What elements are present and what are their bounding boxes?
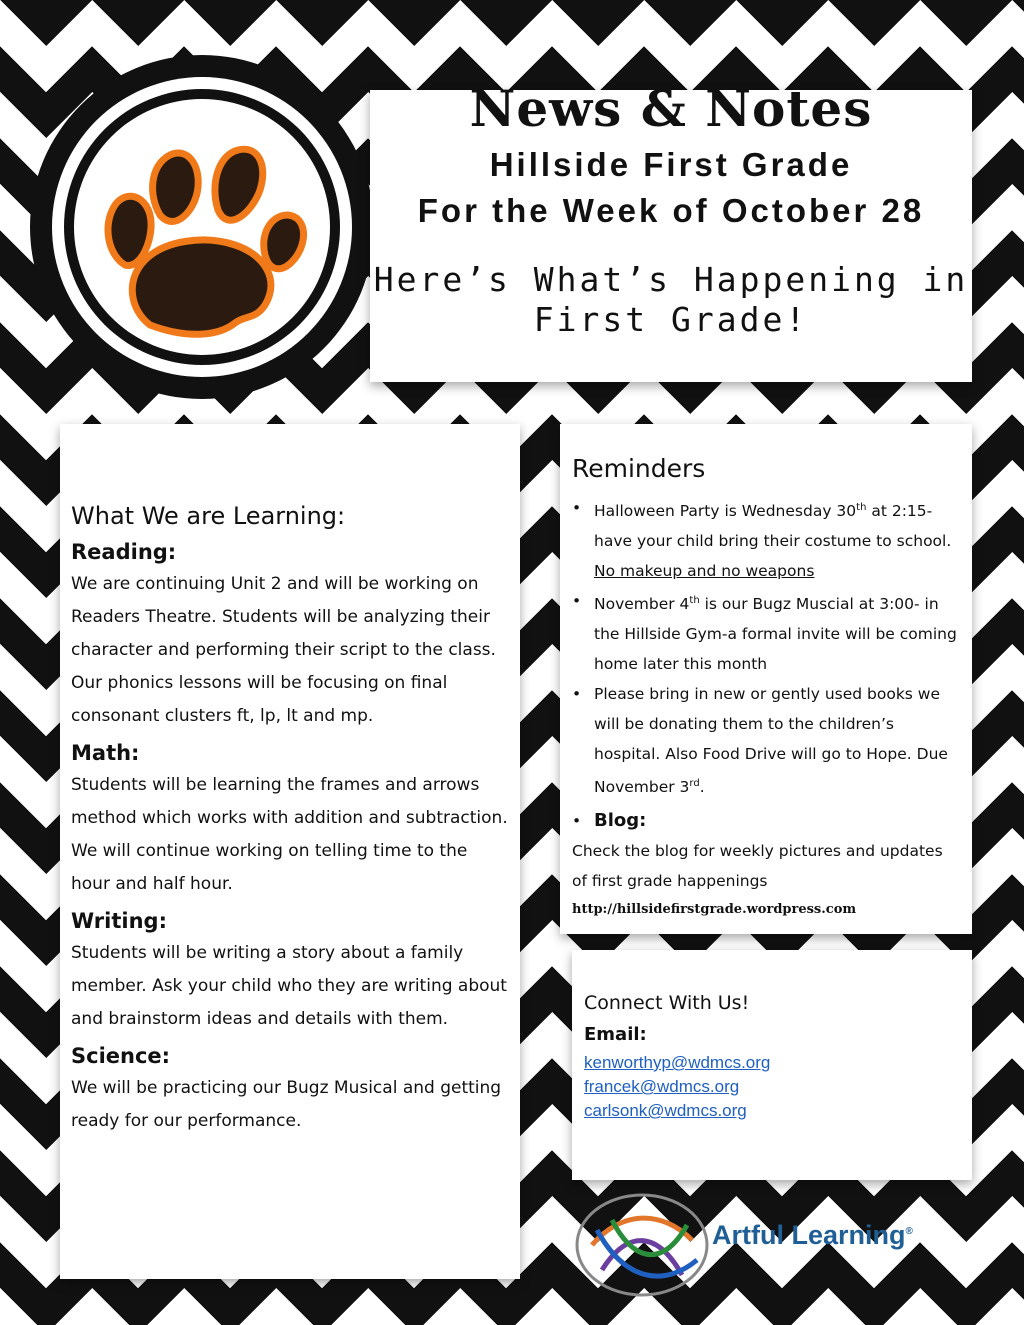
reminders-panel xyxy=(560,424,972,934)
list-item: • November 4th is our Bugz Muscial at 3:00- in the Hillside Gym-a formal invite will be coming home later this month xyxy=(572,586,962,679)
bullet-icon: • xyxy=(572,685,582,704)
no-makeup-note: No makeup and no weapons xyxy=(594,562,815,581)
bullet-icon: • xyxy=(572,592,582,611)
paw-print-icon xyxy=(30,55,374,399)
school-name: Hillside First Grade xyxy=(489,146,853,183)
writing-heading: Writing: xyxy=(71,909,167,933)
science-heading: Science: xyxy=(71,1044,171,1068)
learning-panel xyxy=(60,424,520,1279)
email-link-kenworthy[interactable]: kenworthyp@wdmcs.org xyxy=(584,1053,771,1072)
bullet-icon: • xyxy=(572,812,582,831)
artful-learning-logo-icon xyxy=(572,1190,712,1300)
connect-title: Connect With Us! xyxy=(584,992,750,1014)
bullet-icon: • xyxy=(572,499,582,517)
writing-body: Students will be writing a story about a family member. Ask your child who they are writing about and brainstorm ideas and details with them. xyxy=(71,943,507,1029)
math-body: Students will be learning the frames and arrows method which works with addition and subtraction. We will continue working on telling time to the hour and half hour. xyxy=(71,775,508,894)
page-title: News & Notes xyxy=(469,79,873,138)
week-of: For the Week of October 28 xyxy=(417,192,925,230)
list-item: • Please bring in new or gently used books we will be donating them to the children’s hospital. Also Food Drive will go to Hope. Due November 3rd. xyxy=(572,679,962,802)
reading-heading: Reading: xyxy=(71,540,177,564)
math-heading: Math: xyxy=(71,741,140,765)
science-body: We will be practicing our Bugz Musical and getting ready for our performance. xyxy=(71,1078,502,1131)
blog-heading: Blog: xyxy=(594,810,647,832)
email-link-carlsonk[interactable]: carlsonk@wdmcs.org xyxy=(584,1101,747,1120)
artful-learning-logo xyxy=(572,1190,972,1300)
blog-url-link[interactable]: http://hillsidefirstgrade.wordpress.com xyxy=(572,902,857,918)
learning-title: What We are Learning: xyxy=(71,502,346,530)
email-link-francek[interactable]: francek@wdmcs.org xyxy=(584,1077,740,1096)
paw-logo-badge xyxy=(30,55,374,399)
happening-heading: Here’s What’s Happening in First Grade! xyxy=(373,260,969,339)
list-item: • Halloween Party is Wednesday 30th at 2:15- have your child bring their costume to school. No makeup and no weapons xyxy=(572,493,962,586)
email-label: Email: xyxy=(584,1024,647,1045)
connect-panel xyxy=(572,950,972,1180)
reading-body: We are continuing Unit 2 and will be working on Readers Theatre. Students will be analyzing their character and performing their script to the class. Our phonics lessons will be focusing on final consonant clusters ft, lp, lt and mp. xyxy=(71,574,496,726)
artful-learning-name: Artful Learning® xyxy=(712,1220,913,1250)
blog-text: Check the blog for weekly pictures and updates of first grade happenings xyxy=(572,842,943,891)
list-item xyxy=(572,806,962,836)
reminders-list xyxy=(572,493,962,836)
header-panel xyxy=(370,79,972,382)
reminders-title: Reminders xyxy=(572,454,706,483)
